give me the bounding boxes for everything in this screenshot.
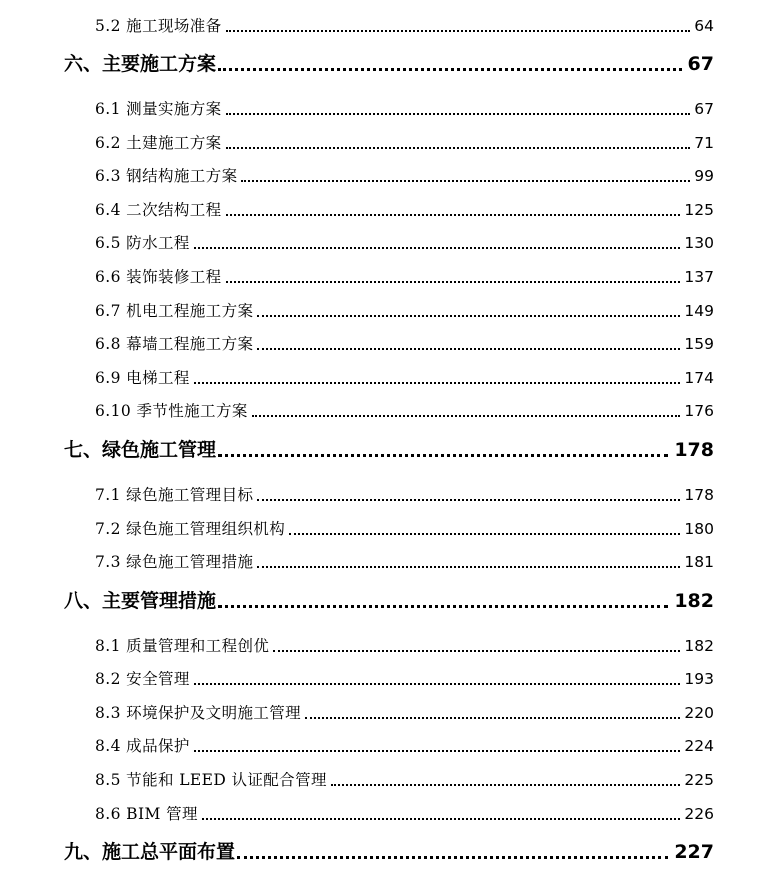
toc-entry-6-3[interactable] [95, 164, 714, 186]
toc-chapter-page: 182 [674, 590, 714, 612]
toc-chapter-page: 178 [674, 439, 714, 461]
toc-entry-title: 8.2 安全管理 [95, 670, 190, 688]
toc-entry-6-1[interactable] [95, 97, 714, 119]
toc-entry-title: 8.3 环境保护及文明施工管理 [95, 704, 302, 722]
dot-leader [305, 716, 680, 719]
dot-leader [194, 682, 681, 685]
toc-entry-7-1[interactable] [95, 483, 714, 505]
dot-leader [226, 112, 691, 115]
dot-leader [202, 817, 681, 820]
dot-leader [226, 146, 691, 149]
dot-leader [194, 749, 681, 752]
toc-entry-6-4[interactable] [95, 198, 714, 220]
toc-entry-page: 180 [684, 520, 714, 538]
toc-entry-title: 6.1 测量实施方案 [95, 100, 222, 118]
toc-chapter-page: 67 [687, 53, 714, 75]
toc-entry-6-7[interactable] [95, 299, 714, 321]
toc-entry-5-2[interactable] [95, 14, 714, 36]
toc-entry-6-5[interactable] [95, 231, 714, 253]
toc-entry-8-3[interactable] [95, 701, 714, 723]
toc-entry-title: 6.4 二次结构工程 [95, 201, 222, 219]
toc-entry-title: 8.4 成品保护 [95, 737, 190, 755]
toc-entry-title: 8.5 节能和 LEED 认证配合管理 [95, 771, 327, 789]
toc-entry-6-9[interactable] [95, 366, 714, 388]
toc-entry-7-3[interactable] [95, 550, 714, 572]
toc-entry-8-4[interactable] [95, 734, 714, 756]
toc-entry-page: 159 [684, 335, 714, 353]
dot-leader [289, 532, 680, 535]
dot-leader [257, 565, 680, 568]
toc-entry-page: 99 [694, 167, 714, 185]
toc-chapter-7[interactable] [64, 435, 714, 462]
toc-entry-page: 182 [684, 637, 714, 655]
dot-leader [194, 381, 681, 384]
toc-entry-title: 5.2 施工现场准备 [95, 17, 222, 35]
toc-entry-page: 130 [684, 234, 714, 252]
toc-entry-title: 6.10 季节性施工方案 [95, 402, 248, 420]
toc-entry-6-10[interactable] [95, 399, 714, 421]
toc-entry-page: 67 [694, 100, 714, 118]
toc-chapter-title: 九、施工总平面布置 [64, 841, 236, 863]
toc-chapter-6[interactable] [64, 49, 714, 76]
toc-entry-title: 7.3 绿色施工管理措施 [95, 553, 254, 571]
toc-entry-8-1[interactable] [95, 634, 714, 656]
toc-entry-title: 6.5 防水工程 [95, 234, 190, 252]
dot-leader [226, 280, 681, 283]
toc-entry-title: 7.2 绿色施工管理组织机构 [95, 520, 286, 538]
toc-entry-title: 6.9 电梯工程 [95, 369, 190, 387]
dot-leader [218, 604, 668, 608]
dot-leader [257, 498, 680, 501]
dot-leader [226, 213, 681, 216]
toc-chapter-9[interactable] [64, 837, 714, 864]
toc-entry-page: 137 [684, 268, 714, 286]
dot-leader [194, 246, 681, 249]
dot-leader [226, 29, 691, 32]
dot-leader [241, 179, 690, 182]
toc-entry-title: 6.3 钢结构施工方案 [95, 167, 238, 185]
toc-entry-page: 149 [684, 302, 714, 320]
toc-entry-title: 6.7 机电工程施工方案 [95, 302, 254, 320]
dot-leader [218, 453, 668, 457]
dot-leader [331, 783, 681, 786]
toc-entry-title: 7.1 绿色施工管理目标 [95, 486, 254, 504]
toc-entry-title: 6.6 装饰装修工程 [95, 268, 222, 286]
toc-chapter-8[interactable] [64, 586, 714, 613]
toc-entry-6-8[interactable] [95, 332, 714, 354]
toc-entry-page: 193 [684, 670, 714, 688]
dot-leader [273, 649, 680, 652]
dot-leader [257, 314, 680, 317]
toc-entry-page: 64 [694, 17, 714, 35]
toc-entry-page: 225 [684, 771, 714, 789]
toc-chapter-title: 八、主要管理措施 [64, 590, 217, 612]
dot-leader [252, 414, 681, 417]
toc-entry-7-2[interactable] [95, 517, 714, 539]
toc-chapter-title: 六、主要施工方案 [64, 53, 217, 75]
toc-entry-page: 178 [684, 486, 714, 504]
toc-entry-8-6[interactable] [95, 802, 714, 824]
toc-entry-page: 71 [694, 134, 714, 152]
toc-entry-title: 8.1 质量管理和工程创优 [95, 637, 270, 655]
toc-entry-page: 224 [684, 737, 714, 755]
toc-chapter-page: 227 [674, 841, 714, 863]
toc-entry-title: 6.2 土建施工方案 [95, 134, 222, 152]
toc-entry-page: 176 [684, 402, 714, 420]
toc-entry-page: 174 [684, 369, 714, 387]
toc-entry-page: 226 [684, 805, 714, 823]
toc-chapter-title: 七、绿色施工管理 [64, 439, 217, 461]
toc-entry-6-6[interactable] [95, 265, 714, 287]
toc-entry-8-5[interactable] [95, 768, 714, 790]
toc-entry-title: 8.6 BIM 管理 [95, 805, 198, 823]
toc-entry-page: 181 [684, 553, 714, 571]
toc-entry-6-2[interactable] [95, 131, 714, 153]
toc-entry-title: 6.8 幕墙工程施工方案 [95, 335, 254, 353]
dot-leader [218, 67, 682, 71]
dot-leader [237, 855, 668, 859]
dot-leader [257, 347, 680, 350]
toc-entry-page: 220 [684, 704, 714, 722]
toc-entry-page: 125 [684, 201, 714, 219]
toc-entry-8-2[interactable] [95, 667, 714, 689]
